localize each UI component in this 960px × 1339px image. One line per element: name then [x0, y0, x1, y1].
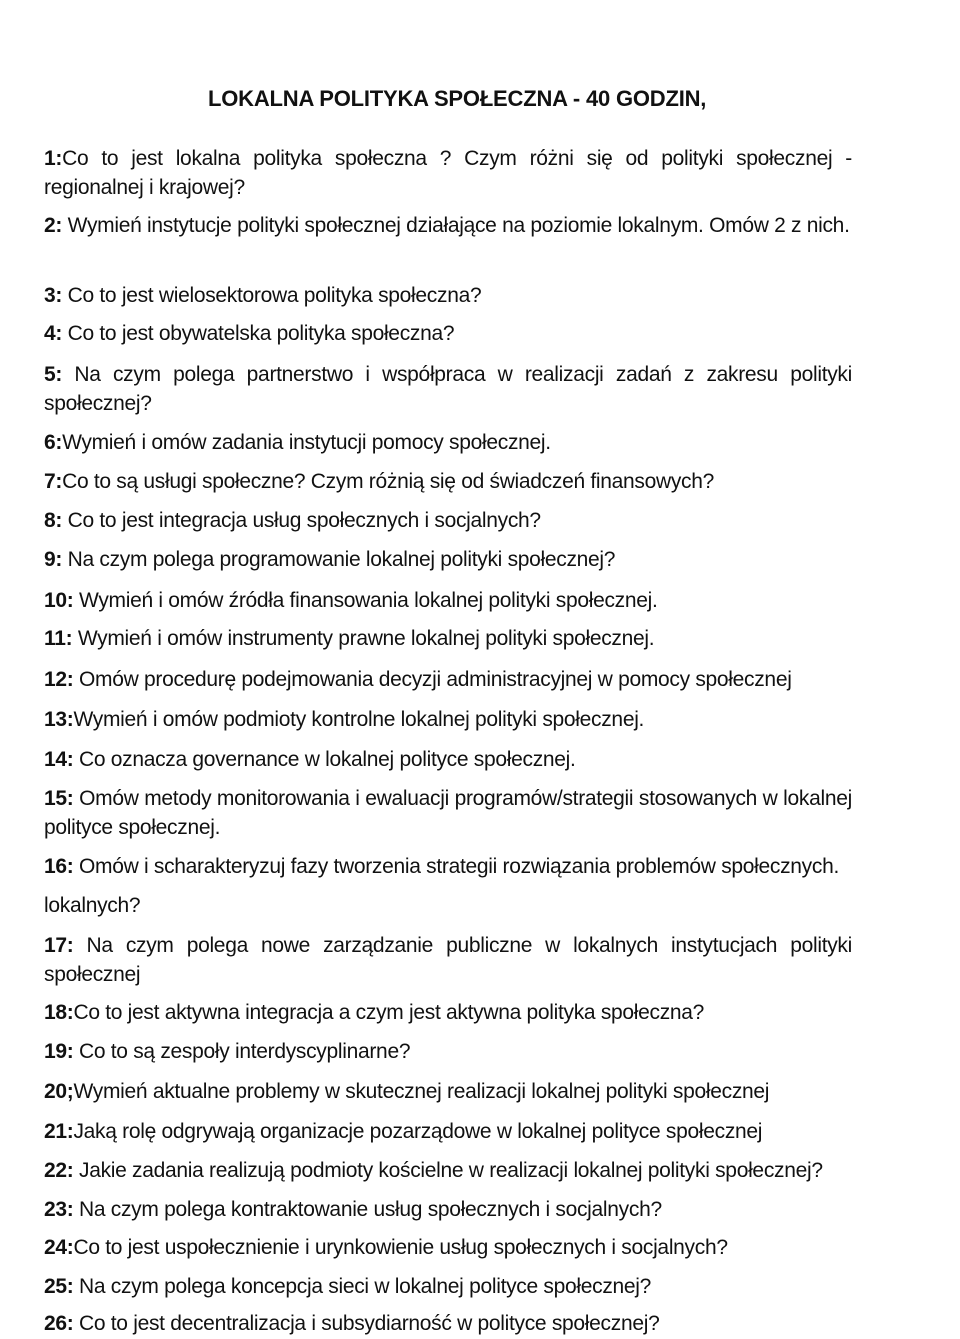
question-9: [44, 545, 852, 574]
question-number: 15:: [44, 787, 74, 810]
question-text: Na czym polega koncepcja sieci w lokalnej polityce społecznej?: [73, 1275, 652, 1298]
question-number: 4:: [44, 322, 63, 345]
question-4: [44, 319, 852, 348]
question-number: 26:: [44, 1312, 74, 1335]
question-text: Co to jest integracja usług społecznych i socjalnych?: [62, 509, 541, 532]
question-18: [44, 998, 852, 1027]
question-26: [44, 1309, 852, 1338]
question-text: Na czym polega partnerstwo i współpraca w realizacji zadań z zakresu polityki społecznej?: [44, 363, 852, 415]
question-text: Co to są zespoły interdyscyplinarne?: [73, 1040, 411, 1063]
question-number: 2:: [44, 214, 63, 237]
question-5: [44, 360, 852, 418]
question-number: 11:: [44, 627, 73, 650]
question-12: [44, 665, 852, 694]
question-text: Wymień i omów zadania instytucji pomocy społecznej.: [62, 431, 551, 454]
question-text: Omów procedurę podejmowania decyzji administracyjnej w pomocy społecznej: [73, 668, 792, 691]
question-text: Omów i scharakteryzuj fazy tworzenia strategii rozwiązania problemów społecznych.: [73, 855, 839, 878]
question-23: [44, 1195, 852, 1224]
question-24: [44, 1233, 852, 1262]
question-number: 25:: [44, 1275, 74, 1298]
question-17: [44, 931, 852, 989]
question-number: 14:: [44, 748, 74, 771]
question-number: 17:: [44, 934, 74, 957]
question-text: Jaką rolę odgrywają organizacje pozarządowe w lokalnej polityce społecznej: [73, 1120, 763, 1143]
question-7: [44, 467, 852, 496]
question-number: 6:: [44, 431, 63, 454]
question-6: [44, 428, 852, 457]
question-19: [44, 1037, 852, 1066]
question-text: Wymień i omów instrumenty prawne lokalnej polityki społecznej.: [72, 627, 655, 650]
question-number: 3:: [44, 284, 63, 307]
question-20: [44, 1077, 852, 1106]
question-11: [44, 624, 852, 653]
question-number: 7:: [44, 470, 63, 493]
question-1: [44, 144, 852, 202]
question-text: Co to jest wielosektorowa polityka społeczna?: [62, 284, 482, 307]
document-title: LOKALNA POLITYKA SPOŁECZNA - 40 GODZIN,: [208, 86, 707, 111]
question-text: Wymień i omów źródła finansowania lokalnej polityki społecznej.: [73, 589, 658, 612]
question-text: Wymień instytucje polityki społecznej działające na poziomie lokalnym. Omów 2 z nich.: [62, 214, 850, 237]
question-text: Jakie zadania realizują podmioty kościelne w realizacji lokalnej polityki społecznej?: [73, 1159, 823, 1182]
question-text: Co to są usługi społeczne? Czym różnią się od świadczeń finansowych?: [62, 470, 715, 493]
question-13: [44, 705, 852, 734]
question-14: [44, 745, 852, 774]
question-text: Co to jest uspołecznienie i urynkowienie usług społecznych i socjalnych?: [73, 1236, 728, 1259]
question-number: 10:: [44, 589, 74, 612]
question-21: [44, 1117, 852, 1146]
question-text: Co to jest aktywna integracja a czym jest aktywna polityka społeczna?: [73, 1001, 705, 1024]
question-22: [44, 1156, 852, 1185]
question-number: 13:: [44, 708, 74, 731]
question-text: Na czym polega kontraktowanie usług społecznych i socjalnych?: [73, 1198, 662, 1221]
question-number: 21:: [44, 1120, 74, 1143]
question-number: 16:: [44, 855, 74, 878]
question-8: [44, 506, 852, 535]
question-16-continuation: [44, 891, 852, 920]
question-number: 24:: [44, 1236, 74, 1259]
question-text: Co to jest decentralizacja i subsydiarność w polityce społecznej?: [73, 1312, 660, 1335]
question-number: 1:: [44, 147, 63, 170]
question-number: 5:: [44, 363, 63, 386]
question-text: Co oznacza governance w lokalnej polityce społecznej.: [73, 748, 576, 771]
question-text: Co to jest obywatelska polityka społeczna?: [62, 322, 455, 345]
question-number: 9:: [44, 548, 63, 571]
question-text: Na czym polega programowanie lokalnej polityki społecznej?: [62, 548, 616, 571]
question-text: lokalnych?: [44, 894, 141, 917]
question-text: Co to jest lokalna polityka społeczna ? Czym różni się od polityki społecznej - regionalnej i krajowej?: [44, 147, 852, 199]
question-text: Na czym polega nowe zarządzanie publiczne w lokalnych instytucjach polityki społecznej: [44, 934, 852, 986]
question-25: [44, 1272, 852, 1301]
question-10: [44, 586, 852, 615]
question-number: 23:: [44, 1198, 74, 1221]
question-number: 22:: [44, 1159, 74, 1182]
question-text: Wymień i omów podmioty kontrolne lokalnej polityki społecznej.: [73, 708, 645, 731]
question-16: [44, 852, 852, 881]
question-number: 12:: [44, 668, 74, 691]
question-text: Omów metody monitorowania i ewaluacji programów/strategii stosowanych w lokalnej polityce społecznej.: [44, 787, 852, 839]
question-3: [44, 281, 852, 310]
question-number: 18:: [44, 1001, 74, 1024]
question-number: 19:: [44, 1040, 74, 1063]
question-text: Wymień aktualne problemy w skutecznej realizacji lokalnej polityki społecznej: [73, 1080, 770, 1103]
question-2: [44, 211, 852, 240]
question-15: [44, 784, 852, 842]
question-number: 8:: [44, 509, 63, 532]
question-number: 20;: [44, 1080, 74, 1103]
